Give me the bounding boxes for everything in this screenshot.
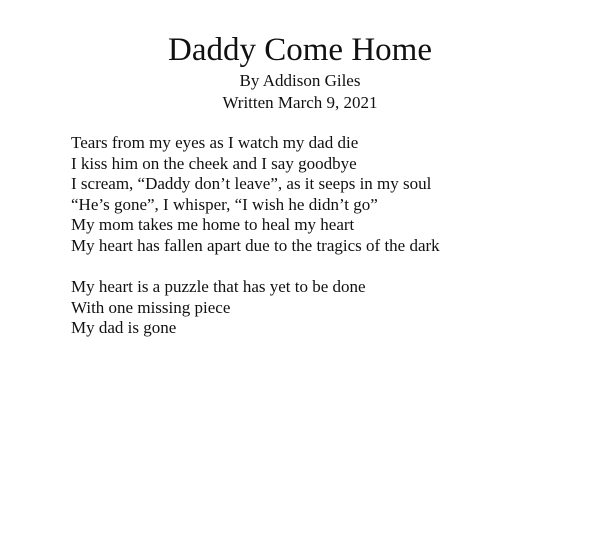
poem-line: “He’s gone”, I whisper, “I wish he didn’t go”: [71, 194, 378, 214]
poem-line: I scream, “Daddy don’t leave”, as it seeps in my soul: [71, 174, 432, 194]
poem-line: With one missing piece: [71, 297, 231, 317]
poem-line: I kiss him on the cheek and I say goodbye: [71, 153, 357, 173]
poem-line: My heart is a puzzle that has yet to be done: [71, 277, 366, 296]
poem-line: Tears from my eyes as I watch my dad die: [71, 133, 359, 152]
poem-title: Daddy Come Home: [168, 32, 432, 68]
poem-line: My mom takes me home to heal my heart: [71, 215, 355, 235]
poem-line: My heart has fallen apart due to the tragics of the dark: [71, 235, 440, 255]
poem-line: My dad is gone: [71, 318, 177, 338]
stanza-2: [71, 277, 591, 339]
author-byline: By Addison Giles: [239, 71, 361, 90]
written-date: Written March 9, 2021: [222, 93, 378, 112]
stanza-1: [71, 133, 591, 257]
